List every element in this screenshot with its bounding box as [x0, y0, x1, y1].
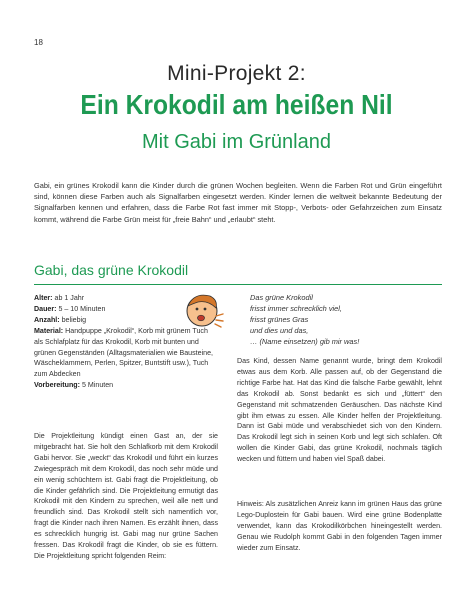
project-label: Mini-Projekt 2: — [167, 62, 306, 85]
rhyme-line: und dies und das, — [250, 325, 309, 335]
hint-paragraph — [237, 499, 442, 554]
info-vorbereitung: Vorbereitung: 5 Minuten — [34, 381, 114, 390]
rhyme-line: Das grüne Krokodil — [250, 293, 313, 302]
section-heading: Gabi, das grüne Krokodil — [34, 262, 189, 278]
info-dauer: Dauer: 5 – 10 Minuten — [34, 304, 106, 313]
child-shouting-icon — [180, 288, 226, 334]
hint-label: Hinweis: — [237, 500, 264, 508]
page-title: Ein Krokodil am heißen Nil — [80, 89, 393, 120]
rhyme-line: … (Name einsetzen) gib mir was! — [250, 336, 360, 346]
page-number: 18 — [34, 38, 43, 47]
hint-text: Als zusätzlichen Anreiz kann im grünen Haus das grüne Lego-Duplostein für Gabi bauen. Wird eine grüne Bodenplatte verwendet, kann das Krokodilkörbchen hineingestellt werden. Genau wie Rudolph kommt Gabi in den folgenden Tagen immer wieder zum Einsatz. — [237, 500, 442, 552]
intro-paragraph: Gabi, ein grünes Krokodil kann die Kinder durch die grünen Wochen begleiten. Wenn die Farben Rot und Grün eingeführt sind, können diese Farben auch als Signalfarben eingesetzt werden. Kinder lernen die weltweit bekannte Bedeutung der Signalfarben kennen und erfahren, dass die Farbe Rot fast immer mit Stopp-, Verbots- oder Gefahrzeichen zum Einsatz kommt, während die Farbe Grün meist für „freie Bahn“ und „erlaubt“ steht. — [34, 181, 442, 224]
rhyme — [250, 293, 440, 348]
info-material: Material: Handpuppe „Krokodil“, Korb mit grünem Tuch als Schlafplatz für das Krokodil, Korb mit bunten und grünen Gegenständen (Alltagsmaterialien wie Bausteine, Wäscheklammern, Perlen, Spitzer, Buntstift usw.), Tuch zum Abdecken — [34, 326, 214, 379]
rhyme-line: frisst immer schrecklich viel, — [250, 303, 342, 313]
info-alter: Alter: ab 1 Jahr — [34, 294, 85, 302]
section-divider — [34, 284, 442, 285]
info-anzahl: Anzahl: beliebig — [34, 315, 87, 324]
page-subtitle: Mit Gabi im Grünland — [142, 131, 331, 153]
story-right-column: Das Kind, dessen Name genannt wurde, bringt dem Krokodil etwas aus dem Korb. Alle passen auf, ob der Gegenstand die richtige Farbe hat. Hat das Kind die falsche Farbe gewählt, lehnt das Krokodil ab. Sonst bedankt es sich und „füttert“ den Gegenstand mit schmatzenden Geräuschen. Das nächste Kind gibt ihm etwas zu essen. Alle Kinder helfen der Projektleitung. Dann ist Gabi müde und verabschiedet sich von den Kindern. Das Krokodil legt sich in seinen Korb und legt sich schlafen. Oft wollen die Kinder Gabi, das grüne Krokodil, nochmals täglich wecken und füttern und haben viel Spaß dabei. — [237, 357, 442, 464]
story-left-column: Die Projektleitung kündigt einen Gast an, der sie mitgebracht hat. Sie holt den Schlafkorb mit dem Krokodil Gabi hervor. Sie „weckt“ das Krokodil und führt ein kurzes Zwiegespräch mit dem Krokodil, das noch sehr müde und ein wenig schüchtern ist. Gabi fragt die Projektleitung, ob die Kinder gefährlich sind. Die Projektleitung ermutigt das Krokodil mit den Kindern zu sprechen, weil alle nett und freundlich sind. Das Krokodil stellt sich namentlich vor, fragt die Kinder nach ihren Namen. Es erzählt ihnen, dass es schrecklich hungrig ist. Gabi mag nur grüne Sachen fressen. Das Krokodil fragt die Kinder, ob sie es füttern. Die Projektleitung spricht folgenden Reim: — [34, 432, 218, 560]
rhyme-line: frisst grünes Gras — [250, 314, 309, 324]
